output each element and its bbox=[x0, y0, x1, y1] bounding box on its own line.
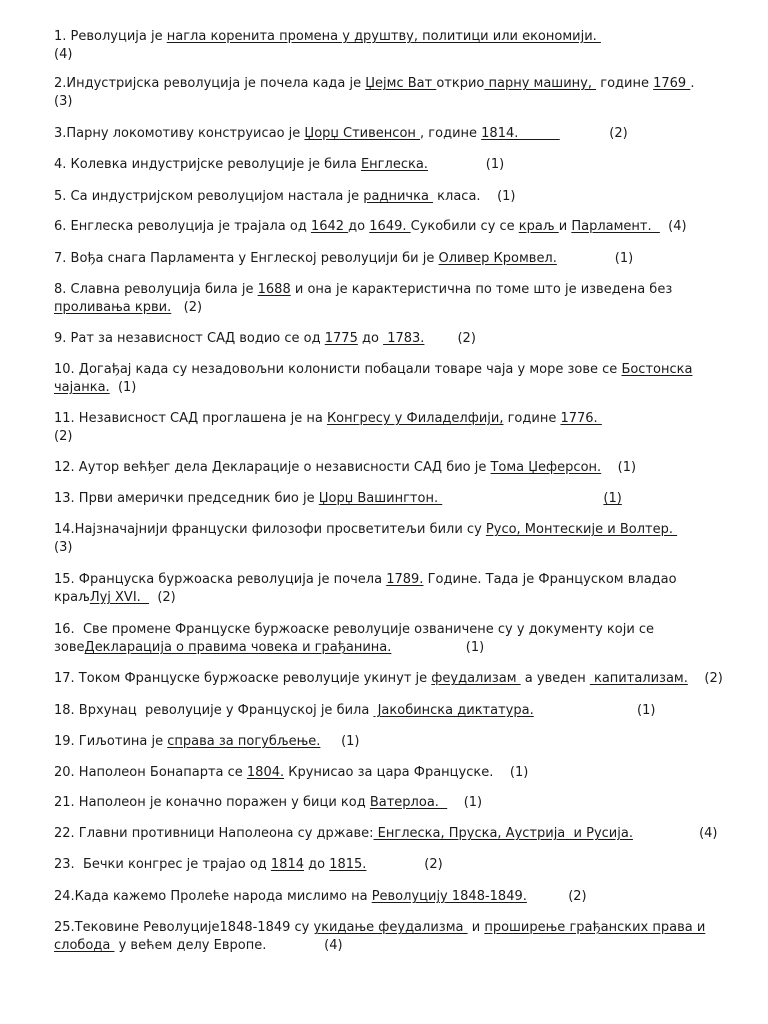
answer-text: проширење грађанских права и bbox=[484, 920, 706, 935]
question-text: (1) bbox=[109, 380, 137, 395]
question-line bbox=[54, 93, 754, 111]
question-text: до bbox=[304, 857, 330, 872]
question-text: до bbox=[348, 219, 370, 234]
question-line bbox=[54, 764, 754, 782]
question-2 bbox=[54, 75, 754, 111]
question-text: (1) bbox=[320, 734, 360, 749]
question-line bbox=[54, 281, 754, 299]
answer-text: 1642 bbox=[310, 219, 349, 234]
answer-text: Енглеска. bbox=[360, 157, 428, 172]
answer-text: Бостонска bbox=[621, 362, 693, 377]
question-text: (1) bbox=[391, 640, 485, 655]
question-text: класа. (1) bbox=[433, 189, 516, 204]
question-text: до bbox=[357, 331, 384, 346]
answer-text: 1814 bbox=[270, 857, 304, 872]
question-text: (3) bbox=[54, 94, 73, 109]
answer-text: Јакобинска диктатура. bbox=[373, 703, 534, 718]
question-line bbox=[54, 379, 754, 397]
question-line bbox=[54, 46, 754, 64]
question-line bbox=[54, 670, 754, 688]
question-text: (2) bbox=[687, 671, 723, 686]
question-text: , године bbox=[420, 126, 482, 141]
question-text: 7. Вођа снага Парламента у Енглеској револуцији би је bbox=[54, 251, 439, 266]
question-text: 20. Наполеон Бонапарта се bbox=[54, 765, 247, 780]
answer-text: радничка bbox=[363, 189, 434, 204]
question-text: 1. Револуција је bbox=[54, 29, 167, 44]
question-line bbox=[54, 702, 754, 720]
question-line bbox=[54, 621, 754, 639]
question-text: (2) bbox=[366, 857, 443, 872]
question-text: 21. Наполеон је коначно поражен у бици код bbox=[54, 795, 370, 810]
question-line bbox=[54, 428, 754, 446]
question-text: (2) bbox=[171, 300, 203, 315]
question-text: Године. Тада је Француском владао bbox=[423, 572, 677, 587]
question-text: 13. Први амерички председник био је bbox=[54, 491, 319, 506]
question-text: (4) bbox=[659, 219, 687, 234]
question-18 bbox=[54, 702, 754, 720]
question-line bbox=[54, 639, 754, 657]
question-line bbox=[54, 490, 754, 508]
answer-text: Парламент. bbox=[571, 219, 660, 234]
question-text: (1) bbox=[556, 251, 634, 266]
answer-text: 1688 bbox=[257, 282, 291, 297]
question-line bbox=[54, 459, 754, 477]
question-line bbox=[54, 75, 754, 93]
question-text: (2) bbox=[149, 590, 176, 605]
answer-text: Револуцију 1848-1849. bbox=[371, 889, 527, 904]
question-line bbox=[54, 794, 754, 812]
question-text: 11. Независност САД проглашена је на bbox=[54, 411, 327, 426]
question-text: (4) bbox=[632, 826, 718, 841]
question-9 bbox=[54, 330, 754, 348]
question-4 bbox=[54, 156, 754, 174]
question-text: 5. Са индустријском револуцијом настала је bbox=[54, 189, 364, 204]
question-line bbox=[54, 330, 754, 348]
question-25 bbox=[54, 919, 754, 955]
question-text: 3.Парну локомотиву конструисао је bbox=[54, 126, 305, 141]
answer-text: Русо, Монтескије и Волтер. bbox=[485, 522, 678, 537]
answer-text: 1789. bbox=[386, 572, 424, 587]
answer-text: справа за погубљење. bbox=[167, 734, 321, 749]
question-12 bbox=[54, 459, 754, 477]
answer-text: (1) bbox=[603, 491, 622, 506]
answer-text: феудализам bbox=[431, 671, 521, 686]
answer-text: Луј XVI. bbox=[89, 590, 150, 605]
question-line bbox=[54, 571, 754, 589]
question-text: и bbox=[467, 920, 485, 935]
question-text: (3) bbox=[54, 540, 73, 555]
question-text: (1) bbox=[427, 157, 505, 172]
answer-text: Тома Џеферсон. bbox=[490, 460, 602, 475]
question-text: 19. Гиљотина је bbox=[54, 734, 168, 749]
answer-text: парну машину, bbox=[484, 76, 597, 91]
question-text: (2) bbox=[559, 126, 628, 141]
answer-text: проливања крви. bbox=[54, 300, 172, 315]
question-text: 25.Тековине Револуције1848-1849 су bbox=[54, 920, 314, 935]
question-text: 15. Француска буржоаска револуција је почела bbox=[54, 572, 387, 587]
question-10 bbox=[54, 361, 754, 397]
answer-text: слобода bbox=[54, 938, 115, 953]
question-text: 2.Индустријска револуција је почела када је bbox=[54, 76, 366, 91]
question-line bbox=[54, 733, 754, 751]
question-line bbox=[54, 521, 754, 539]
answer-text: капитализам. bbox=[589, 671, 688, 686]
question-line bbox=[54, 937, 754, 955]
question-text: (1) bbox=[447, 795, 483, 810]
answer-text: 1815. bbox=[329, 857, 367, 872]
question-7 bbox=[54, 250, 754, 268]
question-11 bbox=[54, 410, 754, 446]
question-line bbox=[54, 919, 754, 937]
question-21 bbox=[54, 794, 754, 812]
question-text: 12. Аутор већђег дела Декларације о независности САД био је bbox=[54, 460, 491, 475]
answer-text: 1775 bbox=[324, 331, 358, 346]
question-5 bbox=[54, 188, 754, 206]
question-line bbox=[54, 218, 754, 236]
question-text: Сукобили су се bbox=[410, 219, 519, 234]
question-line bbox=[54, 188, 754, 206]
question-text: 23. Бечки конгрес је трајао од bbox=[54, 857, 271, 872]
question-text: 9. Рат за независност САД водио се од bbox=[54, 331, 325, 346]
question-text bbox=[442, 491, 603, 506]
question-6 bbox=[54, 218, 754, 236]
question-text: 4. Колевка индустријске револуције је била bbox=[54, 157, 361, 172]
question-text: 17. Током Француске буржоаске револуције укинут је bbox=[54, 671, 432, 686]
question-19 bbox=[54, 733, 754, 751]
answer-text: чајанка. bbox=[54, 380, 110, 395]
question-22 bbox=[54, 825, 754, 843]
question-text: . bbox=[690, 76, 695, 91]
question-text: и она је карактеристична по томе што је изведена без bbox=[290, 282, 673, 297]
question-text: 18. Врхунац револуције у Француској је била bbox=[54, 703, 374, 718]
answer-text: нагла коренита промена у друштву, политици или економији. bbox=[166, 29, 601, 44]
question-text: године bbox=[596, 76, 654, 91]
question-text: (1) bbox=[533, 703, 656, 718]
question-3 bbox=[54, 125, 754, 143]
answer-text: 1776. bbox=[560, 411, 602, 426]
question-text: 14.Најзначајнији француски филозофи просветитељи били су bbox=[54, 522, 486, 537]
answer-text: 1649. bbox=[369, 219, 411, 234]
answer-text: Енглеска, Пруска, Аустрија и Русија. bbox=[373, 826, 633, 841]
question-text: 22. Главни противници Наполеона су државе: bbox=[54, 826, 374, 841]
question-line bbox=[54, 410, 754, 428]
question-text: зове bbox=[54, 640, 85, 655]
question-16 bbox=[54, 621, 754, 657]
question-text: (4) bbox=[54, 47, 73, 62]
question-text: (1) bbox=[601, 460, 637, 475]
question-text: Крунисао за цара Француске. (1) bbox=[284, 765, 529, 780]
question-text: године bbox=[503, 411, 561, 426]
answer-text: Џорџ Стивенсон bbox=[304, 126, 421, 141]
answer-text: 1804. bbox=[246, 765, 285, 780]
question-line bbox=[54, 156, 754, 174]
question-text: 10. Догађај када су незадовољни колонисти побацали товаре чаја у море зове се bbox=[54, 362, 622, 377]
question-text: 16. Све промене Француске буржоаске револуције озваничене су у документу који се bbox=[54, 622, 655, 637]
answer-text: 1814. bbox=[481, 126, 560, 141]
question-line bbox=[54, 539, 754, 557]
question-text: 8. Славна револуција била је bbox=[54, 282, 258, 297]
question-text: (2) bbox=[424, 331, 476, 346]
question-line bbox=[54, 125, 754, 143]
question-line bbox=[54, 361, 754, 379]
question-24 bbox=[54, 888, 754, 906]
question-text: краљ bbox=[54, 590, 90, 605]
question-14 bbox=[54, 521, 754, 557]
answer-text: 1769 bbox=[653, 76, 691, 91]
answer-text: Ватерлоа. bbox=[369, 795, 448, 810]
answer-text: краљ bbox=[518, 219, 559, 234]
answer-text: Џорџ Вашингтон. bbox=[318, 491, 443, 506]
question-20 bbox=[54, 764, 754, 782]
answer-text: Џејмс Ват bbox=[365, 76, 437, 91]
question-23 bbox=[54, 856, 754, 874]
question-line bbox=[54, 589, 754, 607]
question-8 bbox=[54, 281, 754, 317]
question-line bbox=[54, 825, 754, 843]
answer-text: Конгресу у Филаделфији, bbox=[326, 411, 504, 426]
question-text: (2) bbox=[526, 889, 587, 904]
question-line bbox=[54, 888, 754, 906]
question-text: и bbox=[558, 219, 572, 234]
answer-text: укидање феудализма bbox=[313, 920, 468, 935]
question-text: 24.Када кажемо Пролеће народа мислимо на bbox=[54, 889, 372, 904]
question-1 bbox=[54, 28, 754, 64]
answer-text: Оливер Кромвел. bbox=[438, 251, 557, 266]
question-line bbox=[54, 250, 754, 268]
question-text: (2) bbox=[54, 429, 73, 444]
answer-text: Декларација о правима човека и грађанина. bbox=[84, 640, 392, 655]
question-text: 6. Енглеска револуција је трајала од bbox=[54, 219, 311, 234]
question-text: открио bbox=[436, 76, 485, 91]
answer-text: 1783. bbox=[383, 331, 425, 346]
question-15 bbox=[54, 571, 754, 607]
question-line bbox=[54, 299, 754, 317]
question-text: а уведен bbox=[520, 671, 590, 686]
question-text: у већем делу Европе. (4) bbox=[114, 938, 343, 953]
question-line bbox=[54, 856, 754, 874]
question-17 bbox=[54, 670, 754, 688]
question-13 bbox=[54, 490, 754, 508]
question-line bbox=[54, 28, 754, 46]
